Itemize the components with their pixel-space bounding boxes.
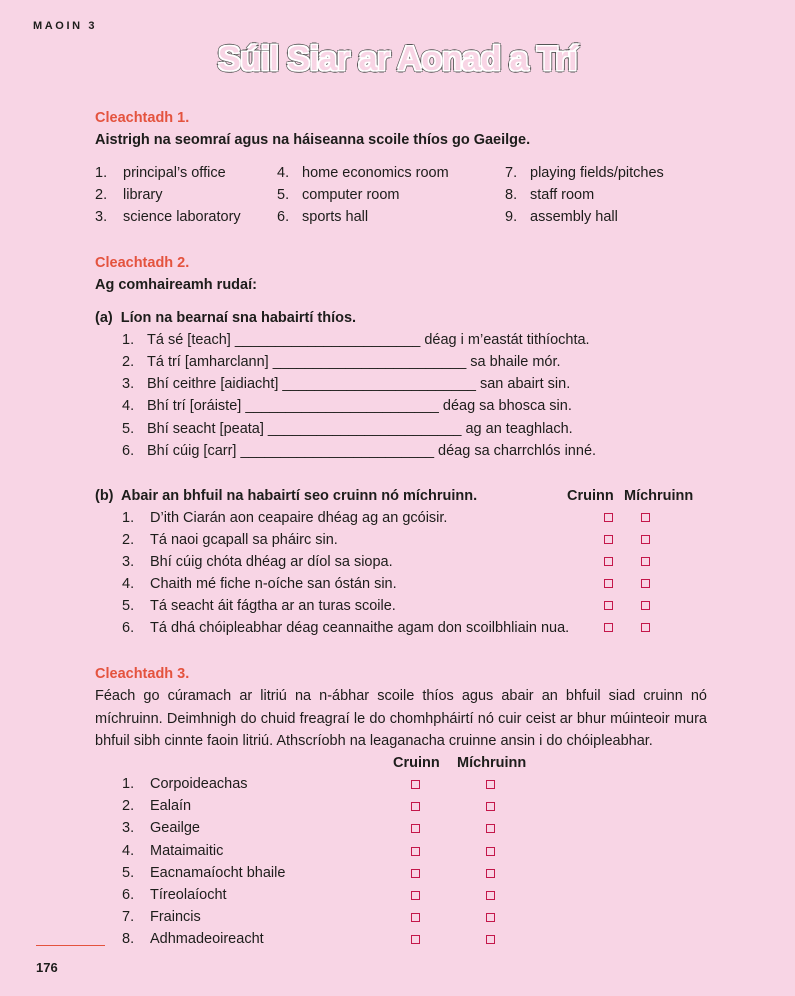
cruinn-checkbox[interactable] <box>604 513 613 522</box>
michruinn-checkbox[interactable] <box>486 824 495 833</box>
section-label: MAOIN 3 <box>33 20 98 32</box>
cruinn-checkbox[interactable] <box>411 869 420 878</box>
list-item: 2. library <box>95 187 163 203</box>
ex1-instruction: Aistrigh na seomraí agus na háiseanna scoile thíos go Gaeilge. <box>95 132 531 148</box>
page-title: Súil Siar ar Aonad a Trí <box>218 40 577 78</box>
list-item: 8. staff room <box>505 187 595 203</box>
ex2-instruction: Ag comhaireamh rudaí: <box>95 277 257 293</box>
cruinn-checkbox[interactable] <box>604 623 613 632</box>
michruinn-checkbox[interactable] <box>641 601 650 610</box>
spelling-item: 8. Adhmadeoireacht <box>122 931 264 947</box>
cruinn-checkbox[interactable] <box>604 579 613 588</box>
cruinn-checkbox[interactable] <box>604 535 613 544</box>
list-item: 5. computer room <box>277 187 400 203</box>
michruinn-column-header: Míchruinn <box>624 488 694 504</box>
spelling-item: 4. Mataimaitic <box>122 843 224 859</box>
spelling-item: 3. Geailge <box>122 820 200 836</box>
fill-blank-item: 2. Tá trí [amharclann] ________________________ sa bhaile mór. <box>122 354 561 370</box>
cruinn-checkbox[interactable] <box>411 847 420 856</box>
michruinn-checkbox[interactable] <box>486 891 495 900</box>
michruinn-checkbox[interactable] <box>486 869 495 878</box>
michruinn-column-header: Míchruinn <box>457 755 527 771</box>
michruinn-checkbox[interactable] <box>486 847 495 856</box>
cruinn-checkbox[interactable] <box>411 824 420 833</box>
list-item: 7. playing fields/pitches <box>505 165 664 181</box>
true-false-item: 6. Tá dhá chóipleabhar déag ceannaithe agam don scoilbhliain nua. <box>122 620 570 636</box>
list-item: 9. assembly hall <box>505 209 618 225</box>
michruinn-checkbox[interactable] <box>486 802 495 811</box>
fill-blank-item: 5. Bhí seacht [peata] ________________________ ag an teaghlach. <box>122 421 573 437</box>
fill-blank-item: 4. Bhí trí [oráiste] ________________________ déag sa bhosca sin. <box>122 398 572 414</box>
spelling-item: 5. Eacnamaíocht bhaile <box>122 865 286 881</box>
ex3-title: Cleachtadh 3. <box>95 666 190 682</box>
michruinn-checkbox[interactable] <box>641 535 650 544</box>
list-item: 4. home economics room <box>277 165 449 181</box>
footer-rule <box>36 945 105 946</box>
fill-blank-item: 1. Tá sé [teach] _______________________ déag i m’eastát tithíochta. <box>122 332 590 348</box>
list-item: 3. science laboratory <box>95 209 241 225</box>
list-item: 6. sports hall <box>277 209 369 225</box>
cruinn-checkbox[interactable] <box>411 891 420 900</box>
cruinn-column-header: Cruinn <box>393 755 440 771</box>
fill-blank-item: 6. Bhí cúig [carr] ________________________ déag sa charrchlós inné. <box>122 443 597 459</box>
cruinn-checkbox[interactable] <box>411 913 420 922</box>
spelling-item: 7. Fraincis <box>122 909 201 925</box>
true-false-item: 5. Tá seacht áit fágtha ar an turas scoile. <box>122 598 396 614</box>
michruinn-checkbox[interactable] <box>486 780 495 789</box>
list-item: 1. principal’s office <box>95 165 226 181</box>
cruinn-checkbox[interactable] <box>604 557 613 566</box>
cruinn-checkbox[interactable] <box>604 601 613 610</box>
spelling-item: 2. Ealaín <box>122 798 192 814</box>
michruinn-checkbox[interactable] <box>486 913 495 922</box>
ex1-title: Cleachtadh 1. <box>95 110 190 126</box>
cruinn-checkbox[interactable] <box>411 802 420 811</box>
spelling-item: 1. Corpoideachas <box>122 776 248 792</box>
spelling-item: 6. Tíreolaíocht <box>122 887 227 903</box>
fill-blank-item: 3. Bhí ceithre [aidiacht] ________________________ san abairt sin. <box>122 376 571 392</box>
ex2a-heading: (a) Líon na bearnaí sna habairtí thíos. <box>95 310 357 326</box>
cruinn-checkbox[interactable] <box>411 935 420 944</box>
ex2b-heading: (b) Abair an bhfuil na habairtí seo cruinn nó míchruinn. <box>95 488 478 504</box>
true-false-item: 4. Chaith mé fiche n-oíche san óstán sin. <box>122 576 397 592</box>
page-number: 176 <box>36 960 58 975</box>
ex2-title: Cleachtadh 2. <box>95 255 190 271</box>
true-false-item: 1. D’ith Ciarán aon ceapaire dhéag ag an gcóisir. <box>122 510 448 526</box>
cruinn-checkbox[interactable] <box>411 780 420 789</box>
michruinn-checkbox[interactable] <box>486 935 495 944</box>
michruinn-checkbox[interactable] <box>641 579 650 588</box>
cruinn-column-header: Cruinn <box>567 488 614 504</box>
michruinn-checkbox[interactable] <box>641 513 650 522</box>
true-false-item: 2. Tá naoi gcapall sa pháirc sin. <box>122 532 338 548</box>
michruinn-checkbox[interactable] <box>641 623 650 632</box>
michruinn-checkbox[interactable] <box>641 557 650 566</box>
true-false-item: 3. Bhí cúig chóta dhéag ar díol sa siopa. <box>122 554 393 570</box>
ex3-instructions: Féach go cúramach ar litriú na n-ábhar scoile thíos agus abair an bhfuil siad cruinn nó míchruinn. Deimhnigh do chuid freagraí le do chomhpháirtí nó cuir ceist ar bhur múinteoir mura bhfuil sibh cinnte faoin litriú. Athscríobh na leaganacha cruinne ansin i do chóipleabhar. <box>95 688 707 749</box>
